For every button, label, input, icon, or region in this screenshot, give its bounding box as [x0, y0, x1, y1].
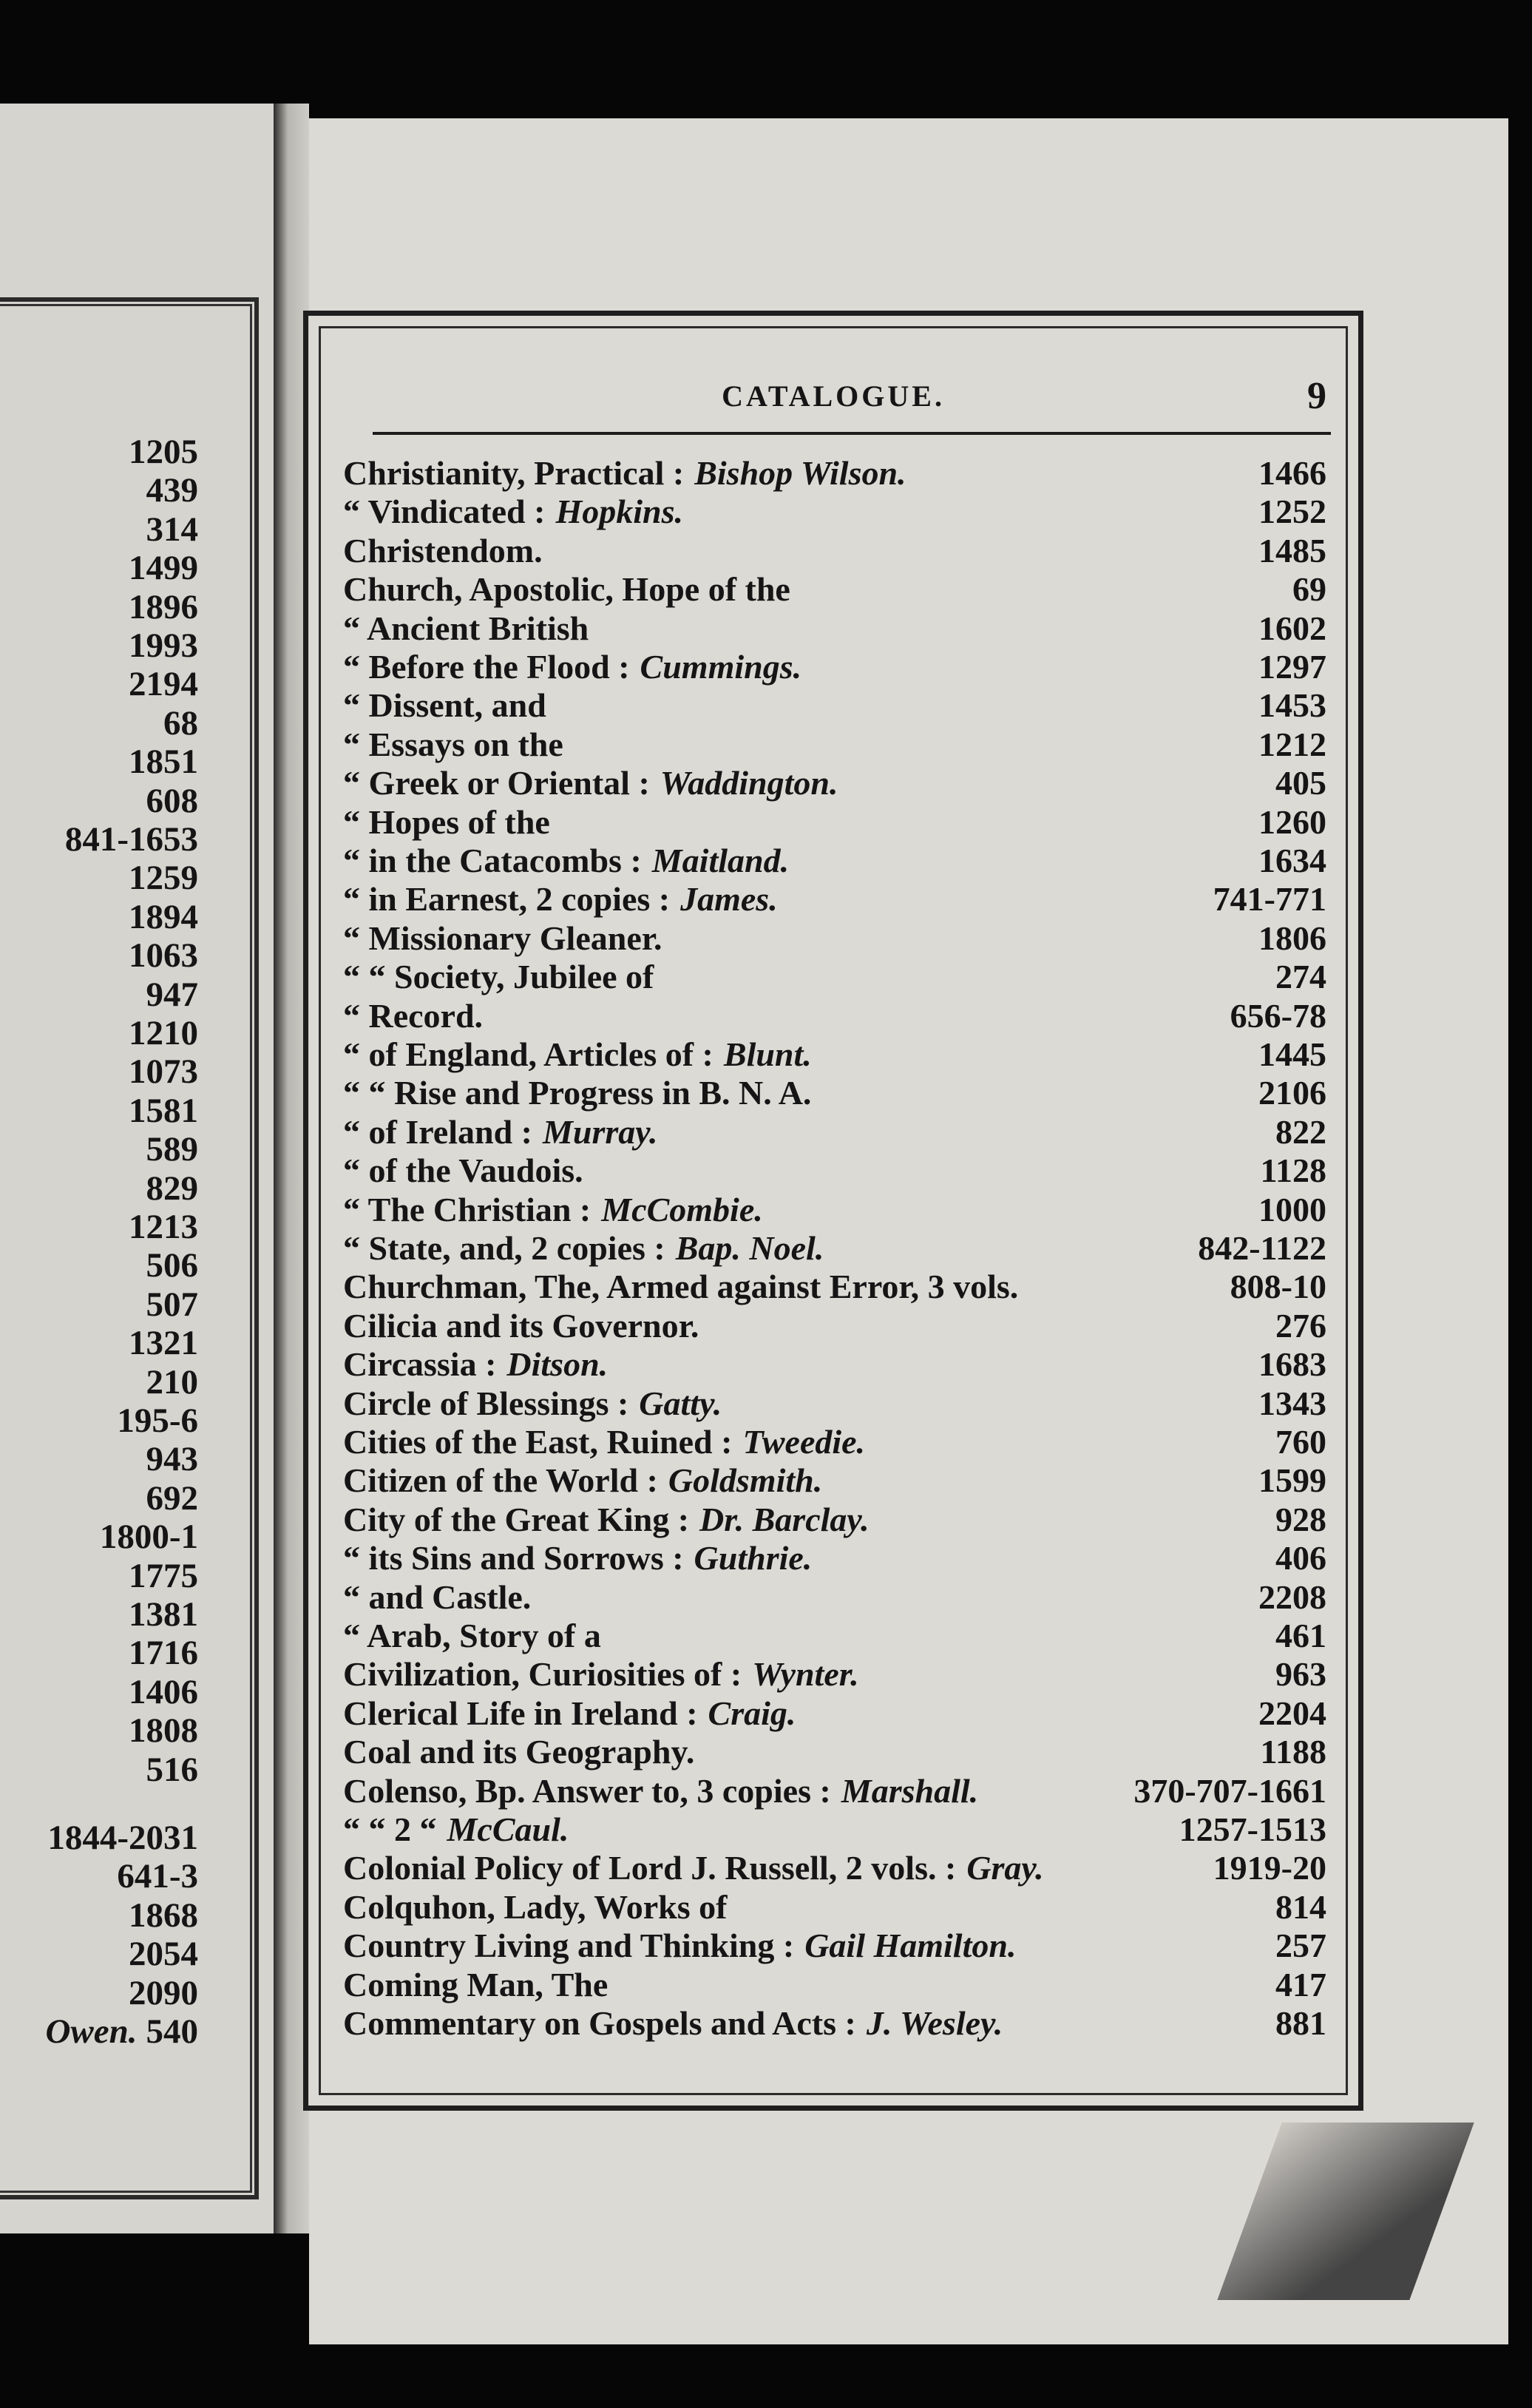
entry-number: 1602: [1258, 609, 1326, 647]
entry-title: Colonial Policy of Lord J. Russell, 2 vols. : Gray.: [343, 1849, 1044, 1887]
left-number-value: 2054: [129, 1935, 198, 1974]
left-page-number: [65, 822, 198, 857]
entry-author: Murray.: [543, 1112, 658, 1151]
entry-title: “ Missionary Gleaner.: [343, 919, 662, 957]
entry-title: Cities of the East, Ruined : Tweedie.: [343, 1423, 866, 1461]
left-number-value: 589: [146, 1130, 198, 1169]
left-page-number: [146, 1478, 199, 1518]
entry-author: Ditson.: [506, 1345, 609, 1384]
entry-author: Blunt.: [723, 1035, 812, 1073]
catalogue-entry: [321, 1151, 1326, 1190]
entry-title: Country Living and Thinking : Gail Hamilton.: [343, 1927, 1017, 1965]
catalogue-entry: [321, 2004, 1326, 2043]
entry-title: “ Dissent, and: [343, 686, 546, 725]
entry-author: Maitland.: [651, 842, 790, 879]
left-number-value: 1259: [129, 859, 198, 898]
left-page-number: [146, 1442, 199, 1477]
entry-number: 808-10: [1230, 1268, 1326, 1306]
entry-title: “ Vindicated : Hopkins.: [343, 493, 684, 531]
catalogue-entry: [321, 1345, 1326, 1384]
left-number-value: 439: [146, 471, 198, 510]
entry-title: “ Arab, Story of a: [343, 1617, 601, 1654]
left-page-number: [146, 1750, 199, 1789]
catalogue-entry: [321, 842, 1326, 880]
entry-title: “ Hopes of the: [343, 802, 550, 841]
entry-title: “ Ancient British: [343, 609, 589, 647]
left-number-value: 1073: [129, 1052, 198, 1092]
left-page-number: [100, 1520, 198, 1555]
entry-number: 1919-20: [1213, 1849, 1326, 1887]
entry-title: “ Greek or Oriental : Waddington.: [343, 764, 838, 802]
left-number-value: 195-6: [117, 1401, 198, 1440]
entry-number: 1257-1513: [1179, 1810, 1326, 1848]
entry-number: 1297: [1258, 648, 1326, 686]
left-number-value: 1800-1: [99, 1518, 198, 1557]
entry-number: 842-1122: [1198, 1229, 1326, 1267]
catalogue-entry: [321, 1733, 1326, 1771]
left-page-number: [129, 1672, 198, 1711]
catalogue-entry: [321, 1384, 1326, 1423]
entry-number: 276: [1275, 1306, 1326, 1345]
left-page-number: [129, 667, 198, 702]
catalogue-entry: [321, 1307, 1326, 1345]
header-rule: [373, 432, 1331, 435]
left-page-number: [129, 626, 198, 665]
entry-title: Cilicia and its Governor.: [343, 1306, 699, 1345]
left-number-value: 1896: [129, 587, 198, 626]
entry-number: 406: [1275, 1539, 1326, 1577]
entry-author: McCaul.: [447, 1810, 569, 1848]
left-number-value: 1205: [129, 433, 198, 471]
catalogue-entry: [321, 1888, 1326, 1927]
catalogue-entry: [321, 1655, 1326, 1694]
catalogue-frame: [303, 311, 1363, 2111]
entry-number: 881: [1275, 2004, 1326, 2042]
left-page-number: [129, 1210, 198, 1245]
entry-title: Christianity, Practical : Bishop Wilson.: [343, 454, 906, 492]
entry-author: Gail Hamilton.: [804, 1927, 1017, 1965]
left-number-value: 68: [163, 703, 198, 743]
entry-title: “ Essays on the: [343, 725, 563, 763]
left-number-value: 1851: [129, 743, 198, 782]
entry-number: 814: [1275, 1887, 1326, 1926]
left-number-value: 1213: [129, 1208, 198, 1246]
left-number-value: 1499: [129, 549, 198, 588]
entry-number: 928: [1275, 1500, 1326, 1538]
entry-title: “ The Christian : McCombie.: [343, 1190, 763, 1228]
left-number-value: 841-1653: [64, 820, 198, 859]
left-page-number: [129, 1091, 198, 1130]
catalogue-entry: [321, 880, 1326, 919]
entry-number: 1634: [1258, 842, 1326, 879]
entry-number: 2106: [1258, 1074, 1326, 1112]
catalogue-entry: [321, 648, 1326, 686]
entry-number: 1188: [1260, 1733, 1326, 1771]
entry-number: 405: [1275, 764, 1326, 802]
left-number-value: 506: [146, 1246, 198, 1285]
left-number-value: 1844-2031: [47, 1819, 198, 1857]
left-page-number: [146, 473, 199, 508]
catalogue-inner-frame: [319, 326, 1348, 2095]
entry-title: Church, Apostolic, Hope of the: [343, 570, 790, 609]
left-page-number: [146, 1362, 199, 1401]
entry-author: Bishop Wilson.: [694, 454, 906, 492]
entry-title: Commentary on Gospels and Acts : J. Wesley.: [343, 2004, 1003, 2042]
entry-number: 656-78: [1230, 996, 1326, 1035]
catalogue-entry: [321, 1461, 1326, 1500]
left-number-value: 641-3: [117, 1857, 198, 1896]
catalogue-entry: [321, 1113, 1326, 1151]
catalogue-entry: [321, 609, 1326, 648]
entry-title: “ “ Rise and Progress in B. N. A.: [343, 1074, 812, 1112]
entry-number: 370-707-1661: [1133, 1771, 1326, 1810]
catalogue-entry: [321, 1501, 1326, 1539]
catalogue-entry: [321, 764, 1326, 802]
entry-title: Civilization, Curiosities of : Wynter.: [343, 1655, 859, 1694]
left-page-number: [146, 510, 199, 549]
entry-title: “ of England, Articles of : Blunt.: [343, 1035, 812, 1073]
entry-author: Guthrie.: [694, 1539, 813, 1577]
left-number-value: 1993: [129, 626, 198, 665]
catalogue-entry: [321, 919, 1326, 958]
entry-number: 2204: [1258, 1694, 1326, 1732]
entry-number: 1806: [1258, 919, 1326, 957]
left-number-value: 692: [146, 1478, 198, 1518]
entry-author: James.: [680, 880, 778, 919]
entry-author: Gatty.: [639, 1384, 722, 1422]
entry-title: “ its Sins and Sorrows : Guthrie.: [343, 1539, 813, 1577]
entry-title: “ in Earnest, 2 copies : James.: [343, 880, 778, 919]
left-page-number: [129, 435, 198, 470]
left-page-number: [163, 703, 198, 743]
left-page-number: [129, 1326, 198, 1361]
entry-number: 760: [1275, 1423, 1326, 1461]
entry-number: 274: [1275, 958, 1326, 996]
left-number-value: 1775: [129, 1556, 198, 1595]
entry-title: Coming Man, The: [343, 1965, 609, 2003]
entry-author: Waddington.: [660, 764, 838, 802]
entry-number: 741-771: [1213, 880, 1326, 919]
entry-author: Craig.: [708, 1694, 796, 1732]
entry-title: Circassia : Ditson.: [343, 1345, 609, 1384]
entry-author: Dr. Barclay.: [699, 1500, 870, 1538]
left-page-number: [129, 1597, 198, 1632]
entry-title: Colenso, Bp. Answer to, 3 copies : Marshall.: [343, 1771, 979, 1810]
entry-title: “ Record.: [343, 996, 484, 1035]
entry-title: “ “ Society, Jubilee of: [343, 958, 654, 996]
left-number-value: 1063: [129, 936, 198, 975]
entry-title: Colquhon, Lady, Works of: [343, 1887, 728, 1926]
entry-title: “ Before the Flood : Cummings.: [343, 648, 802, 686]
left-number-value: 540: [146, 2012, 198, 2051]
entry-number: 963: [1275, 1655, 1326, 1694]
left-page-number: [129, 743, 198, 782]
catalogue-entry: [321, 1268, 1326, 1306]
left-page-number: [129, 861, 198, 896]
left-number-value: 314: [146, 510, 198, 549]
catalogue-entry: [321, 1772, 1326, 1810]
page-title: CATALOGUE.: [722, 379, 945, 413]
catalogue-entry: [321, 1035, 1326, 1074]
left-number-value: 608: [146, 781, 198, 820]
left-page-number: [129, 1973, 198, 2012]
entry-author: J. Wesley.: [866, 2004, 1003, 2042]
catalogue-entry: [321, 997, 1326, 1035]
left-number-value: 1894: [129, 897, 198, 936]
left-owner-fragment: Owen.: [45, 2012, 138, 2051]
left-page-number: [45, 2012, 198, 2051]
left-page-number: [146, 781, 199, 820]
entry-number: 1485: [1258, 531, 1326, 569]
left-page-number: [129, 587, 198, 626]
left-page-number: [129, 1937, 198, 1972]
catalogue-entry: [321, 493, 1326, 531]
left-number-value: 1808: [129, 1711, 198, 1751]
left-page-number: [47, 1821, 198, 1856]
catalogue-entry: [321, 726, 1326, 764]
entry-title: “ in the Catacombs : Maitland.: [343, 842, 790, 879]
left-number-value: 1868: [129, 1895, 198, 1935]
entry-title: Coal and its Geography.: [343, 1733, 695, 1771]
entry-number: 1212: [1258, 725, 1326, 763]
catalogue-entry: [321, 1617, 1326, 1655]
entry-title: “ of the Vaudois.: [343, 1151, 583, 1190]
entry-number: 2208: [1258, 1577, 1326, 1616]
left-number-value: 1210: [129, 1014, 198, 1052]
left-number-value: 829: [146, 1169, 198, 1208]
left-page-number: [129, 938, 198, 973]
entry-number: 257: [1275, 1927, 1326, 1965]
entry-title: “ “ 2 “ McCaul.: [343, 1810, 569, 1848]
left-page-number: [129, 897, 198, 936]
entry-number: 822: [1275, 1112, 1326, 1151]
entry-title: Churchman, The, Armed against Error, 3 vols.: [343, 1268, 1019, 1306]
entry-title: “ State, and, 2 copies : Bap. Noel.: [343, 1229, 824, 1267]
catalogue-entry: [321, 1229, 1326, 1268]
catalogue-entry: [321, 686, 1326, 725]
left-number-value: 1581: [129, 1091, 198, 1130]
entry-number: 1343: [1258, 1384, 1326, 1422]
left-number-value: 507: [146, 1285, 198, 1324]
catalogue-entry: [321, 1191, 1326, 1229]
left-number-value: 1716: [129, 1634, 198, 1673]
entry-number: 1599: [1258, 1461, 1326, 1500]
catalogue-entry: [321, 1966, 1326, 2004]
left-number-value: 943: [146, 1440, 198, 1479]
left-number-value: 1381: [129, 1595, 198, 1634]
entry-number: 1000: [1258, 1190, 1326, 1228]
left-page-number: [129, 1556, 198, 1595]
left-page-number: [129, 551, 198, 586]
entry-author: Marshall.: [841, 1771, 979, 1810]
entry-title: Christendom.: [343, 531, 543, 569]
left-page-number: [146, 1171, 199, 1206]
left-page-number: [129, 1016, 198, 1051]
left-number-value: 1406: [129, 1672, 198, 1711]
left-page-number: [146, 1248, 199, 1283]
left-page-number: [146, 975, 199, 1014]
entry-title: “ of Ireland : Murray.: [343, 1112, 658, 1151]
entry-number: 1445: [1258, 1035, 1326, 1073]
catalogue-entry: [321, 570, 1326, 609]
catalogue-entry: [321, 1578, 1326, 1617]
catalogue-entry: [321, 1849, 1326, 1887]
entry-number: 1260: [1258, 802, 1326, 841]
left-page-number: [146, 1285, 199, 1324]
entry-author: Tweedie.: [742, 1423, 866, 1461]
entry-author: Bap. Noel.: [675, 1229, 824, 1267]
left-page-number: [129, 1636, 198, 1671]
entry-author: Hopkins.: [555, 493, 684, 531]
entry-number: 1252: [1258, 493, 1326, 531]
left-number-value: 1321: [129, 1324, 198, 1363]
entry-author: Cummings.: [640, 648, 802, 686]
catalogue-entry: [321, 803, 1326, 842]
entry-author: Wynter.: [752, 1655, 859, 1694]
entry-number: 1466: [1258, 454, 1326, 492]
entry-number: 1453: [1258, 686, 1326, 725]
entry-number: 461: [1275, 1617, 1326, 1654]
catalogue-entry: [321, 1423, 1326, 1461]
page-header: [321, 375, 1346, 423]
left-page-number: [129, 1711, 198, 1751]
left-page-number: [129, 1052, 198, 1092]
left-number-value: 947: [146, 975, 198, 1014]
left-number-value: 2194: [129, 665, 198, 704]
left-page-number: [146, 1132, 199, 1167]
left-page-number: [117, 1859, 198, 1894]
left-page-number: [129, 1895, 198, 1935]
catalogue-entry: [321, 454, 1326, 493]
entry-title: City of the Great King : Dr. Barclay.: [343, 1500, 870, 1538]
catalogue-entry: [321, 958, 1326, 996]
entry-number: 69: [1292, 570, 1326, 609]
entry-title: “ and Castle.: [343, 1577, 532, 1616]
entry-title: Circle of Blessings : Gatty.: [343, 1384, 722, 1422]
catalogue-entry: [321, 1694, 1326, 1733]
page-number: 9: [1307, 375, 1326, 417]
catalogue-entry: [321, 1539, 1326, 1577]
entry-number: 1683: [1258, 1345, 1326, 1384]
catalogue-entry: [321, 532, 1326, 570]
left-number-value: 210: [146, 1362, 198, 1401]
entry-number: 1128: [1260, 1151, 1326, 1190]
catalogue-entry: [321, 1810, 1326, 1849]
catalogue-entry: [321, 1927, 1326, 1965]
entry-title: Clerical Life in Ireland : Craig.: [343, 1694, 796, 1732]
entry-author: McCombie.: [601, 1190, 763, 1228]
left-page-number: [117, 1401, 198, 1440]
entry-number: 417: [1275, 1965, 1326, 2003]
entry-title: Citizen of the World : Goldsmith.: [343, 1461, 823, 1500]
entry-author: Gray.: [966, 1849, 1044, 1887]
entry-author: Goldsmith.: [668, 1461, 823, 1500]
left-number-value: 2090: [129, 1973, 198, 2012]
catalogue-entry: [321, 1074, 1326, 1112]
left-number-value: 516: [146, 1750, 198, 1789]
